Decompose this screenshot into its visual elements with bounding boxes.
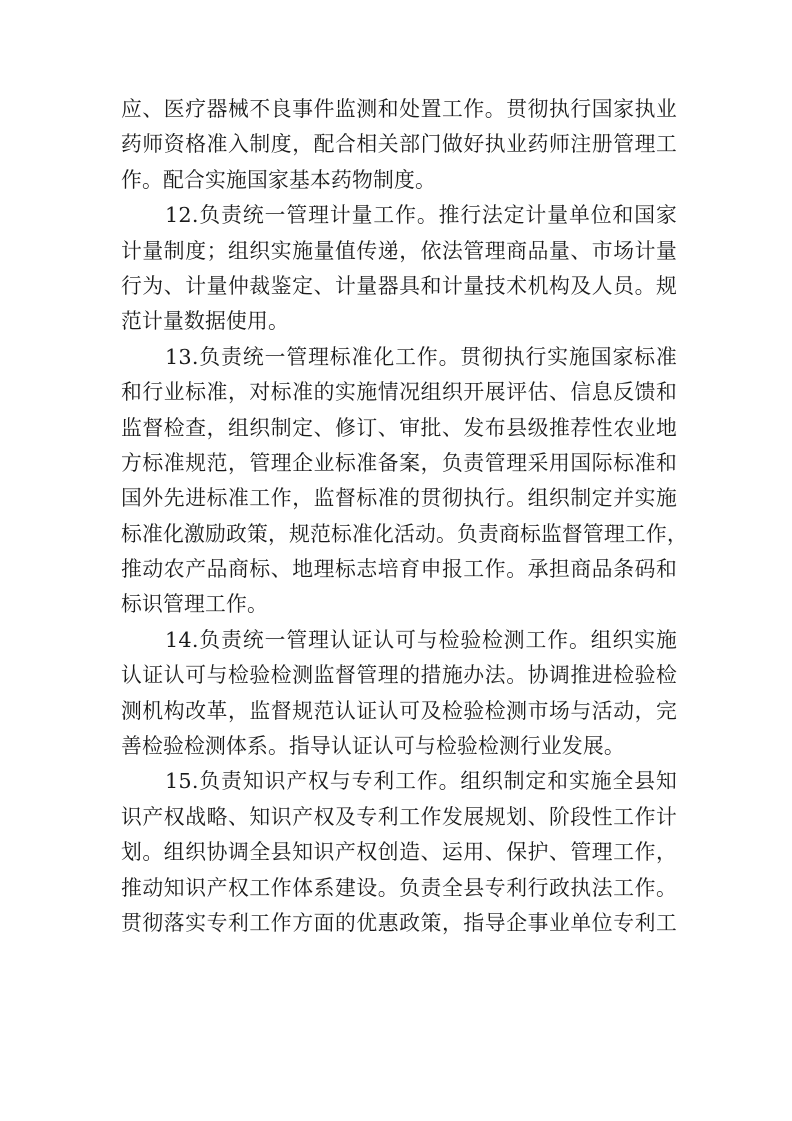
text-line: 测机构改革，监督规范认证认可及检验检测市场与活动，完 xyxy=(121,698,677,723)
text-line: 划。组织协调全县知识产权创造、运用、保护、管理工作， xyxy=(121,840,677,865)
body-text xyxy=(121,92,688,941)
text-line: 和行业标准，对标准的实施情况组织开展评估、信息反馈和 xyxy=(121,380,677,405)
text-line: 贯彻落实专利工作方面的优惠政策，指导企事业单位专利工 xyxy=(121,910,677,935)
text-line: 标识管理工作。 xyxy=(121,592,268,617)
item-14-heading-line: 14.负责统一管理认证认可与检验检测工作。组织实施 xyxy=(165,627,677,652)
text-line: 国外先进标准工作，监督标准的贯彻执行。组织制定并实施 xyxy=(121,486,677,511)
item-15-heading-line: 15.负责知识产权与专利工作。组织制定和实施全县知 xyxy=(165,769,677,794)
text-line: 计量制度；组织实施量值传递，依法管理商品量、市场计量 xyxy=(121,238,677,263)
text-line: 监督检查，组织制定、修订、审批、发布县级推荐性农业地 xyxy=(121,415,677,440)
text-line: 范计量数据使用。 xyxy=(121,309,289,334)
text-line: 认证认可与检验检测监督管理的措施办法。协调推进检验检 xyxy=(121,663,677,688)
text-line: 药师资格准入制度，配合相关部门做好执业药师注册管理工 xyxy=(121,132,677,157)
text-line: 应、医疗器械不良事件监测和处置工作。贯彻执行国家执业 xyxy=(121,97,677,121)
text-line: 行为、计量仲裁鉴定、计量器具和计量技术机构及人员。规 xyxy=(121,273,677,298)
text-line: 善检验检测体系。指导认证认可与检验检测行业发展。 xyxy=(121,734,625,759)
text-line: 推动农产品商标、地理标志培育申报工作。承担商品条码和 xyxy=(121,557,677,582)
item-12-heading-line: 12.负责统一管理计量工作。推行法定计量单位和国家 xyxy=(165,203,677,228)
text-line: 标准化激励政策，规范标准化活动。负责商标监督管理工作， xyxy=(121,521,688,546)
text-line: 推动知识产权工作体系建设。负责全县专利行政执法工作。 xyxy=(121,875,677,900)
text-line: 作。配合实施国家基本药物制度。 xyxy=(121,167,436,192)
item-13-heading-line: 13.负责统一管理标准化工作。贯彻执行实施国家标准 xyxy=(165,344,677,369)
text-line: 识产权战略、知识产权及专利工作发展规划、阶段性工作计 xyxy=(121,804,677,829)
text-line: 方标准规范，管理企业标准备案，负责管理采用国际标准和 xyxy=(121,450,677,475)
